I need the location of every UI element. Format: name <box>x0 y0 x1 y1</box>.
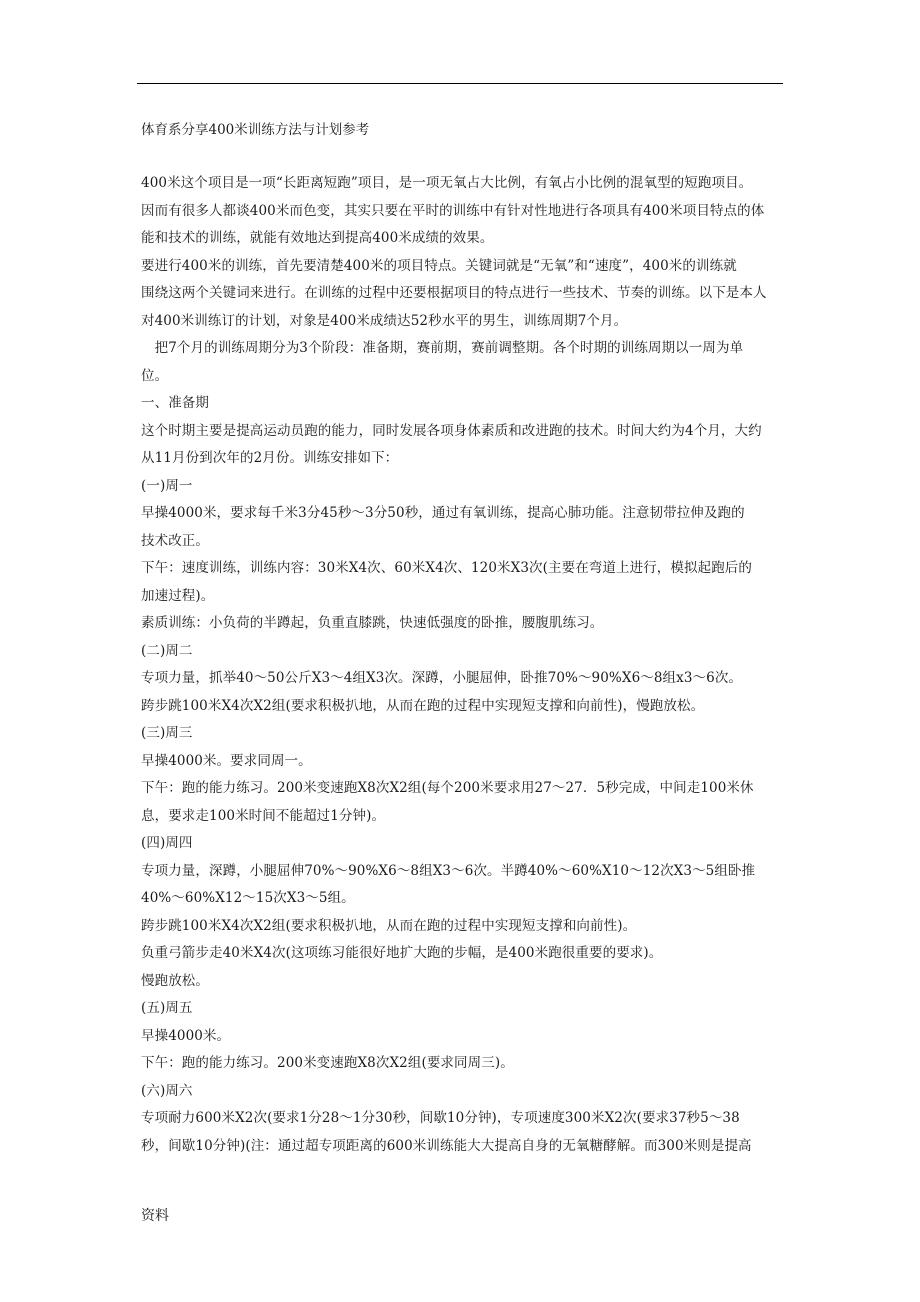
day-heading: (四)周四 <box>141 835 193 851</box>
body-line: 从11月份到次年的2月份。训练安排如下： <box>141 450 399 466</box>
body-line: 能和技术的训练，就能有效地达到提高400米成绩的效果。 <box>141 230 494 246</box>
day-heading: (三)周三 <box>141 725 193 741</box>
body-line: 专项力量，抓举40～50公斤X3～4组X3次。深蹲，小腿屈伸，卧推70%～90%X6～8组x3～6次。 <box>141 670 743 686</box>
body-line: 专项力量，深蹲，小腿屈伸70%～90%X6～8组X3～6次。半蹲40%～60%X10～12次X3～5组卧推 <box>141 862 756 879</box>
body-line: 40%～60%X12～15次X3～5组。 <box>141 890 355 906</box>
body-line: 技术改正。 <box>141 532 209 549</box>
body-line: 慢跑放松。 <box>141 972 209 989</box>
day-heading: (六)周六 <box>141 1082 193 1099</box>
body-line: 400米这个项目是一项“长距离短跑”项目，是一项无氧占大比例，有氧占小比例的混氧型的短跑项目。 <box>141 175 753 191</box>
body-line: 跨步跳100米X4次X2组(要求积极扒地，从而在跑的过程中实现短支撑和向前性)，慢跑放松。 <box>141 697 705 714</box>
body-line: 位。 <box>141 367 169 384</box>
body-line: 下午：跑的能力练习。200米变速跑X8次X2组(要求同周三)。 <box>141 1055 514 1071</box>
body-line: 要进行400米的训练，首先要清楚400米的项目特点。关键词就是“无氧”和“速度”，400米的训练就 <box>141 257 737 274</box>
header-rule <box>137 83 783 84</box>
body-line: 围绕这两个关键词来进行。在训练的过程中还要根据项目的特点进行一些技术、节奏的训练。以下是本人 <box>141 285 767 301</box>
body-line: 早操4000米。要求同周一。 <box>141 752 312 769</box>
body-line: 下午：速度训练，训练内容：30米X4次、60米X4次、120米X3次(主要在弯道上进行，模拟起跑后的 <box>141 560 752 576</box>
body-line: 素质训练：小负荷的半蹲起，负重直膝跳，快速低强度的卧推，腰腹肌练习。 <box>141 615 604 631</box>
body-line: 早操4000米，要求每千米3分45秒～3分50秒，通过有氧训练，提高心肺功能。注意韧带拉伸及跑的 <box>141 505 745 521</box>
section-heading: 一、准备期 <box>141 395 209 411</box>
body-line: 负重弓箭步走40米X4次(这项练习能很好地扩大跑的步幅，是400米跑很重要的要求)。 <box>141 945 663 961</box>
body-line: 早操4000米。 <box>141 1027 231 1044</box>
document-body <box>141 170 787 1160</box>
body-line: 下午：跑的能力练习。200米变速跑X8次X2组(每个200米要求用27～27．5秒完成，中间走100米休 <box>141 780 754 796</box>
day-heading: (五)周五 <box>141 1000 193 1016</box>
body-line: 跨步跳100米X4次X2组(要求积极扒地，从而在跑的过程中实现短支撑和向前性)。 <box>141 917 637 934</box>
body-line: 专项耐力600米X2次(要求1分28～1分30秒，间歇10分钟)，专项速度300米X2次(要求37秒5～38 <box>141 1110 740 1126</box>
document-title: 体育系分享400米训练方法与计划参考 <box>141 122 370 138</box>
day-heading: (一)周一 <box>141 477 193 494</box>
body-line: 这个时期主要是提高运动员跑的能力，同时发展各项身体素质和改进跑的技术。时间大约为4个月，大约 <box>141 422 762 439</box>
body-line: 秒，间歇10分钟)(注：通过超专项距离的600米训练能大大提高自身的无氧糖酵解。而300米则是提高 <box>141 1137 752 1154</box>
body-line: 因而有很多人都谈400米而色变，其实只要在平时的训练中有针对性地进行各项具有400米项目特点的体 <box>141 202 765 219</box>
body-line: 加速过程)。 <box>141 587 215 604</box>
day-heading: (二)周二 <box>141 642 193 659</box>
body-line: 把7个月的训练周期分为3个阶段：准备期，赛前期，赛前调整期。各个时期的训练周期以一周为单 <box>141 340 744 356</box>
body-line: 对400米训练订的计划，对象是400米成绩达52秒水平的男生，训练周期7个月。 <box>141 312 628 329</box>
page-footer: 资料 <box>141 1208 169 1224</box>
body-line: 息，要求走100米时间不能超过1分钟)。 <box>141 807 386 824</box>
